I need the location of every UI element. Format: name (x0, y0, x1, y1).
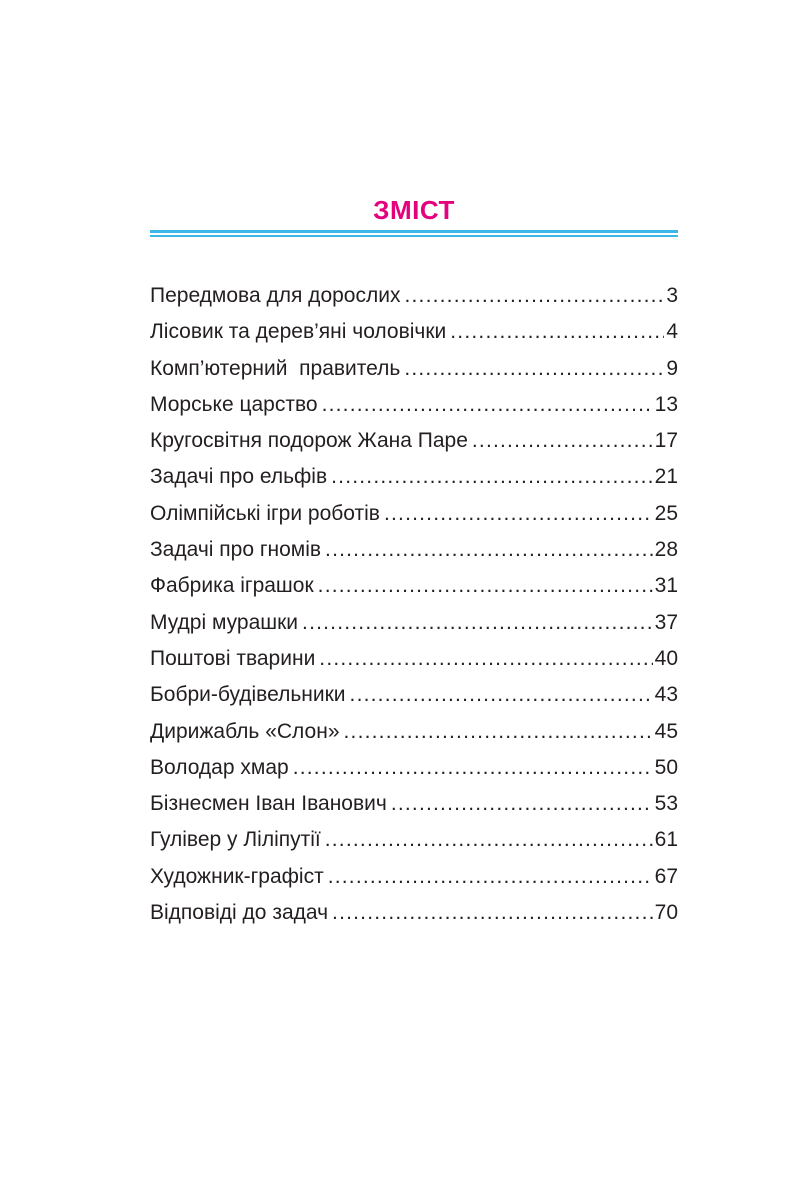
dot-leader (350, 679, 653, 711)
toc-entry-page: 40 (654, 646, 678, 670)
toc-entry[interactable] (150, 897, 678, 933)
dot-leader (472, 425, 653, 457)
toc-entry[interactable] (150, 353, 678, 389)
toc-entry[interactable] (150, 607, 678, 643)
title-double-rule (150, 230, 678, 237)
dot-leader (325, 534, 653, 566)
dot-leader (384, 498, 653, 530)
toc-entry-title: Бобри-будівельники (150, 683, 346, 707)
toc-entry-page: 9 (666, 356, 678, 380)
toc-entry-title: Відповіді до задач (150, 901, 329, 925)
toc-entry-title: Кругосвітня подорож Жана Паре (150, 429, 468, 453)
dot-leader (325, 824, 653, 856)
dot-leader (391, 788, 653, 820)
toc-entry-page: 3 (666, 284, 678, 307)
dot-leader (328, 861, 653, 893)
dot-leader (404, 280, 664, 312)
toc-entry[interactable] (150, 461, 678, 497)
toc-entry-page: 61 (654, 828, 678, 852)
toc-entry-page: 43 (654, 683, 678, 707)
toc-entry[interactable] (150, 716, 678, 752)
dot-leader (331, 461, 653, 493)
dot-leader (302, 607, 653, 639)
toc-entry[interactable] (150, 316, 678, 352)
toc-entry-page: 28 (654, 538, 678, 562)
dot-leader (318, 570, 653, 602)
toc-entry-title: Комп’ютерний правитель (150, 356, 401, 380)
toc-entry-title: Художник-графіст (150, 864, 324, 888)
toc-entry-title: Мудрі мурашки (150, 610, 299, 634)
dot-leader (332, 897, 653, 929)
toc-entry[interactable] (150, 280, 678, 316)
toc-entry-page: 31 (654, 574, 678, 598)
toc-entry-title: Фабрика іграшок (150, 574, 314, 598)
toc-entry-title: Передмова для дорослих (150, 284, 401, 307)
toc-title: ЗМІСТ (373, 195, 455, 225)
toc-entry[interactable] (150, 425, 678, 461)
toc-entry-page: 21 (654, 465, 678, 489)
toc-entry-page: 53 (654, 792, 678, 816)
dot-leader (293, 752, 653, 784)
toc-entry-title: Лісовик та дерев’яні чоловічки (150, 320, 447, 344)
toc-entry[interactable] (150, 498, 678, 534)
dot-leader (450, 316, 664, 348)
toc-entry-page: 37 (654, 610, 678, 634)
toc-entry[interactable] (150, 861, 678, 897)
toc-entry[interactable] (150, 679, 678, 715)
dot-leader (404, 353, 664, 385)
toc-entry[interactable] (150, 752, 678, 788)
toc-entry[interactable] (150, 389, 678, 425)
toc-entry[interactable] (150, 643, 678, 679)
toc-entry-page: 17 (654, 429, 678, 453)
toc-entry-title: Володар хмар (150, 755, 289, 779)
toc-list (150, 280, 678, 933)
title-rule-thick (150, 230, 678, 233)
toc-entry-page: 4 (666, 320, 678, 344)
toc-entry-title: Морське царство (150, 392, 318, 416)
toc-entry[interactable] (150, 570, 678, 606)
toc-entry-title: Задачі про гномів (150, 538, 322, 562)
toc-entry-title: Гулівер у Ліліпутії (150, 828, 321, 852)
toc-entry-page: 50 (654, 755, 678, 779)
toc-entry[interactable] (150, 788, 678, 824)
toc-entry-title: Задачі про ельфів (150, 465, 328, 489)
toc-entry-title: Бізнесмен Іван Іванович (150, 792, 387, 816)
dot-leader (344, 716, 653, 748)
dot-leader (319, 643, 652, 675)
title-rule-thin (150, 235, 678, 237)
toc-entry-page: 45 (654, 719, 678, 743)
toc-entry-page: 13 (654, 392, 678, 416)
toc-entry[interactable] (150, 824, 678, 860)
toc-entry-title: Поштові тварини (150, 646, 316, 670)
dot-leader (322, 389, 653, 421)
toc-entry-title: Олімпійські ігри роботів (150, 501, 380, 525)
toc-entry[interactable] (150, 534, 678, 570)
toc-entry-page: 67 (654, 864, 678, 888)
toc-entry-title: Дирижабль «Слон» (150, 719, 340, 743)
toc-entry-page: 25 (654, 501, 678, 525)
toc-entry-page: 70 (654, 901, 678, 925)
